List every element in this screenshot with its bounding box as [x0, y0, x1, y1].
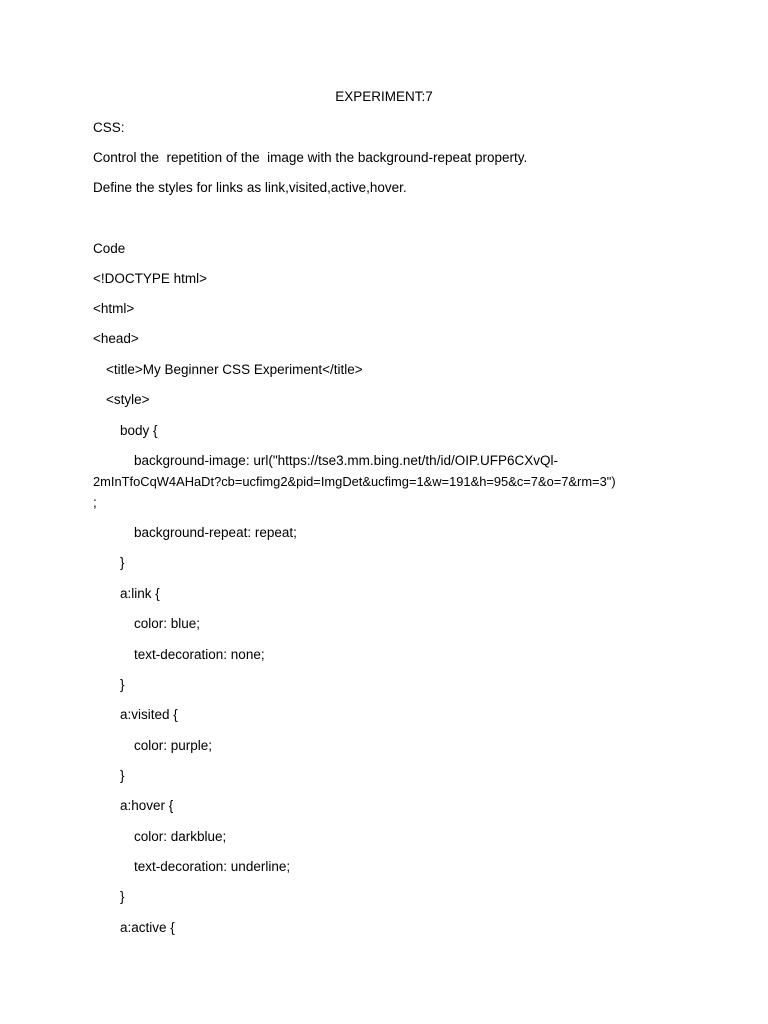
- code-line: <html>: [93, 301, 135, 316]
- code-line: color: blue;: [134, 616, 201, 631]
- code-line: <title>My Beginner CSS Experiment</title>: [106, 362, 363, 377]
- code-line: a:link {: [120, 586, 160, 601]
- code-line: color: purple;: [134, 738, 213, 753]
- code-line: ;: [93, 495, 97, 510]
- code-heading: Code: [93, 241, 126, 256]
- code-line: <head>: [93, 331, 139, 346]
- code-line: }: [120, 555, 125, 570]
- code-line: }: [120, 768, 125, 783]
- code-line: text-decoration: underline;: [134, 859, 291, 874]
- code-line: a:hover {: [120, 798, 174, 813]
- code-line: body {: [120, 423, 158, 438]
- code-line: text-decoration: none;: [134, 647, 265, 662]
- code-line: a:visited {: [120, 707, 178, 722]
- aim-line: Control the repetition of the image with the background-repeat property.: [93, 150, 528, 165]
- code-line: }: [120, 677, 125, 692]
- code-line: background-repeat: repeat;: [134, 525, 297, 540]
- code-line: <!DOCTYPE html>: [93, 271, 208, 286]
- document-title: EXPERIMENT:7: [335, 89, 433, 104]
- code-line: 2mInTfoCqW4AHaDt?cb=ucfimg2&pid=ImgDet&ucfimg=1&w=191&h=95&c=7&o=7&rm=3"): [93, 474, 616, 489]
- code-line: <style>: [106, 392, 150, 407]
- code-line: a:active {: [120, 920, 175, 935]
- section-label: CSS:: [93, 120, 125, 135]
- code-line: color: darkblue;: [134, 829, 227, 844]
- aim-line: Define the styles for links as link,visited,active,hover.: [93, 180, 407, 195]
- code-line: }: [120, 889, 125, 904]
- code-line: background-image: url("https://tse3.mm.bing.net/th/id/OIP.UFP6CXvQl-: [134, 453, 558, 468]
